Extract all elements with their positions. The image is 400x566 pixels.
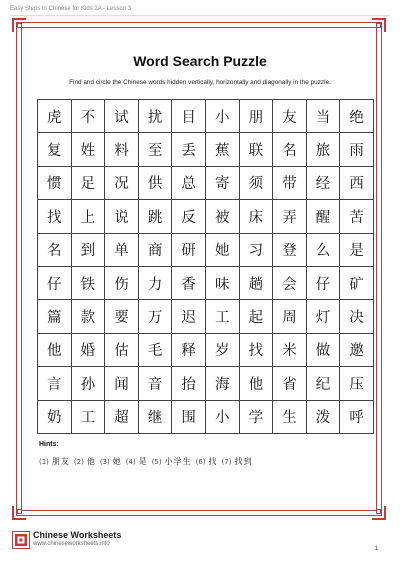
grid-cell[interactable]: 篇	[38, 300, 72, 333]
grid-cell[interactable]: 闻	[105, 367, 139, 400]
grid-cell[interactable]: 上	[71, 200, 105, 233]
grid-cell[interactable]: 释	[172, 333, 206, 366]
grid-cell[interactable]: 米	[273, 333, 307, 366]
corner-ornament-br	[376, 509, 381, 514]
grid-cell[interactable]: 音	[138, 367, 172, 400]
grid-row	[38, 367, 374, 400]
grid-cell[interactable]: 压	[340, 367, 374, 400]
grid-cell[interactable]: 奶	[38, 400, 72, 433]
hint-number: (3)	[99, 458, 110, 466]
grid-cell[interactable]: 到	[71, 233, 105, 266]
page-header: Easy Steps to Chinese for Kids 2A - Lesson 3	[10, 6, 132, 12]
grid-cell[interactable]: 况	[105, 166, 139, 199]
grid-cell[interactable]: 他	[38, 333, 72, 366]
grid-cell[interactable]: 矿	[340, 266, 374, 299]
brand-name: Chinese Worksheets	[33, 530, 122, 540]
hint-word: 他	[86, 457, 96, 466]
grid-row	[38, 233, 374, 266]
grid-cell[interactable]: 苦	[340, 200, 374, 233]
grid-cell[interactable]: 他	[239, 367, 273, 400]
grid-cell[interactable]: 迟	[172, 300, 206, 333]
hint-number: (5)	[151, 458, 162, 466]
grid-cell[interactable]: 料	[105, 133, 139, 166]
hint-item	[100, 457, 122, 466]
grid-cell[interactable]: 香	[172, 266, 206, 299]
grid-cell[interactable]: 孙	[71, 367, 105, 400]
chinese-worksheets-logo-icon	[12, 531, 30, 549]
grid-cell[interactable]: 名	[273, 133, 307, 166]
grid-cell[interactable]: 呼	[340, 400, 374, 433]
grid-cell[interactable]: 旅	[306, 133, 340, 166]
grid-cell[interactable]: 万	[138, 300, 172, 333]
instructions: Find and circle the Chinese words hidden vertically, horizontally and diagonally in the puzzle.	[69, 79, 331, 86]
grid-cell[interactable]: 继	[138, 400, 172, 433]
hint-number: (6)	[195, 458, 206, 466]
grid-cell[interactable]: 联	[239, 133, 273, 166]
grid-cell[interactable]: 力	[138, 266, 172, 299]
hint-word: 小学生	[164, 457, 192, 466]
grid-cell[interactable]: 言	[38, 367, 72, 400]
grid-cell[interactable]: 婚	[71, 333, 105, 366]
grid-cell[interactable]: 围	[172, 400, 206, 433]
grid-cell[interactable]: 味	[205, 266, 239, 299]
grid-cell[interactable]: 丢	[172, 133, 206, 166]
grid-cell[interactable]: 反	[172, 200, 206, 233]
grid-cell[interactable]: 绝	[340, 100, 374, 133]
grid-cell[interactable]: 会	[273, 266, 307, 299]
hint-number: (2)	[73, 458, 84, 466]
grid-cell[interactable]: 被	[205, 200, 239, 233]
grid-cell[interactable]: 趟	[239, 266, 273, 299]
hint-word: 找到	[234, 457, 253, 466]
grid-cell[interactable]: 工	[205, 300, 239, 333]
grid-cell[interactable]: 友	[273, 100, 307, 133]
grid-cell[interactable]: 海	[205, 367, 239, 400]
grid-cell[interactable]: 醒	[306, 200, 340, 233]
grid-cell[interactable]: 至	[138, 133, 172, 166]
grid-cell[interactable]: 岁	[205, 333, 239, 366]
grid-cell[interactable]: 学	[239, 400, 273, 433]
grid-cell[interactable]: 找	[239, 333, 273, 366]
grid-cell[interactable]: 毛	[138, 333, 172, 366]
grid-cell[interactable]: 目	[172, 100, 206, 133]
grid-row	[38, 300, 374, 333]
hint-item	[196, 457, 218, 466]
grid-cell[interactable]: 找	[38, 200, 72, 233]
grid-cell[interactable]: 供	[138, 166, 172, 199]
grid-cell[interactable]: 小	[205, 400, 239, 433]
corner-ornament-bl	[17, 509, 22, 514]
corner-ornament-tr	[376, 23, 381, 28]
grid-cell[interactable]: 伤	[105, 266, 139, 299]
grid-cell[interactable]: 登	[273, 233, 307, 266]
grid-cell[interactable]: 研	[172, 233, 206, 266]
grid-cell[interactable]: 泼	[306, 400, 340, 433]
grid-cell[interactable]: 超	[105, 400, 139, 433]
grid-cell[interactable]: 起	[239, 300, 273, 333]
grid-cell[interactable]: 商	[138, 233, 172, 266]
grid-cell[interactable]: 习	[239, 233, 273, 266]
grid-cell[interactable]: 床	[239, 200, 273, 233]
grid-cell[interactable]: 抬	[172, 367, 206, 400]
hint-item	[39, 457, 70, 466]
grid-cell[interactable]: 跳	[138, 200, 172, 233]
hint-word: 找	[208, 457, 218, 466]
grid-cell[interactable]: 虎	[38, 100, 72, 133]
grid-cell[interactable]: 她	[205, 233, 239, 266]
brand-url: www.chineseworksheets.info	[33, 541, 110, 547]
grid-cell[interactable]: 弄	[273, 200, 307, 233]
hint-item	[74, 457, 96, 466]
grid-cell[interactable]: 扰	[138, 100, 172, 133]
grid-cell[interactable]: 蕉	[205, 133, 239, 166]
corner-ornament-tl	[17, 23, 22, 28]
grid-cell[interactable]: 是	[340, 233, 374, 266]
grid-cell[interactable]: 工	[71, 400, 105, 433]
grid-cell[interactable]: 邀	[340, 333, 374, 366]
grid-cell[interactable]: 省	[273, 367, 307, 400]
grid-cell[interactable]: 姓	[71, 133, 105, 166]
hint-word: 朋友	[51, 457, 70, 466]
grid-cell[interactable]: 名	[38, 233, 72, 266]
grid-cell[interactable]: 朋	[239, 100, 273, 133]
hint-number: (1)	[39, 458, 49, 466]
grid-cell[interactable]: 经	[306, 166, 340, 199]
grid-row	[38, 400, 374, 433]
grid-cell[interactable]: 说	[105, 200, 139, 233]
word-search-grid	[37, 99, 374, 434]
grid-cell[interactable]: 雨	[340, 133, 374, 166]
header-divider	[10, 15, 390, 16]
hint-word: 是	[138, 457, 148, 466]
hints-list	[39, 456, 256, 467]
grid-cell[interactable]: 当	[306, 100, 340, 133]
hint-item	[222, 457, 253, 466]
grid-cell[interactable]: 铁	[71, 266, 105, 299]
grid-cell[interactable]: 款	[71, 300, 105, 333]
grid-cell[interactable]: 须	[239, 166, 273, 199]
grid-cell[interactable]: 带	[273, 166, 307, 199]
page-title: Word Search Puzzle	[133, 53, 267, 69]
grid-cell[interactable]: 要	[105, 300, 139, 333]
page-number: 1	[374, 546, 378, 552]
grid-row	[38, 133, 374, 166]
grid-cell[interactable]: 足	[71, 166, 105, 199]
grid-cell[interactable]: 西	[340, 166, 374, 199]
grid-cell[interactable]: 试	[105, 100, 139, 133]
hints-title: Hints:	[39, 441, 59, 448]
grid-row	[38, 166, 374, 199]
hint-item	[152, 457, 192, 466]
grid-cell[interactable]: 总	[172, 166, 206, 199]
grid-cell[interactable]: 灯	[306, 300, 340, 333]
grid-row	[38, 100, 374, 133]
grid-cell[interactable]: 不	[71, 100, 105, 133]
grid-cell[interactable]: 复	[38, 133, 72, 166]
grid-row	[38, 200, 374, 233]
grid-row	[38, 333, 374, 366]
grid-cell[interactable]: 做	[306, 333, 340, 366]
grid-cell[interactable]: 纪	[306, 367, 340, 400]
grid-cell[interactable]: 单	[105, 233, 139, 266]
hint-number: (4)	[125, 458, 136, 466]
grid-cell[interactable]: 仔	[38, 266, 72, 299]
grid-cell[interactable]: 周	[273, 300, 307, 333]
grid-row	[38, 266, 374, 299]
hint-item	[126, 457, 148, 466]
grid-cell[interactable]: 决	[340, 300, 374, 333]
grid-cell[interactable]: 估	[105, 333, 139, 366]
grid-cell[interactable]: 惯	[38, 166, 72, 199]
hint-word: 她	[112, 457, 122, 466]
grid-cell[interactable]: 生	[273, 400, 307, 433]
grid-cell[interactable]: 寄	[205, 166, 239, 199]
grid-cell[interactable]: 仔	[306, 266, 340, 299]
hint-number: (7)	[221, 458, 232, 466]
grid-cell[interactable]: 么	[306, 233, 340, 266]
grid-cell[interactable]: 小	[205, 100, 239, 133]
